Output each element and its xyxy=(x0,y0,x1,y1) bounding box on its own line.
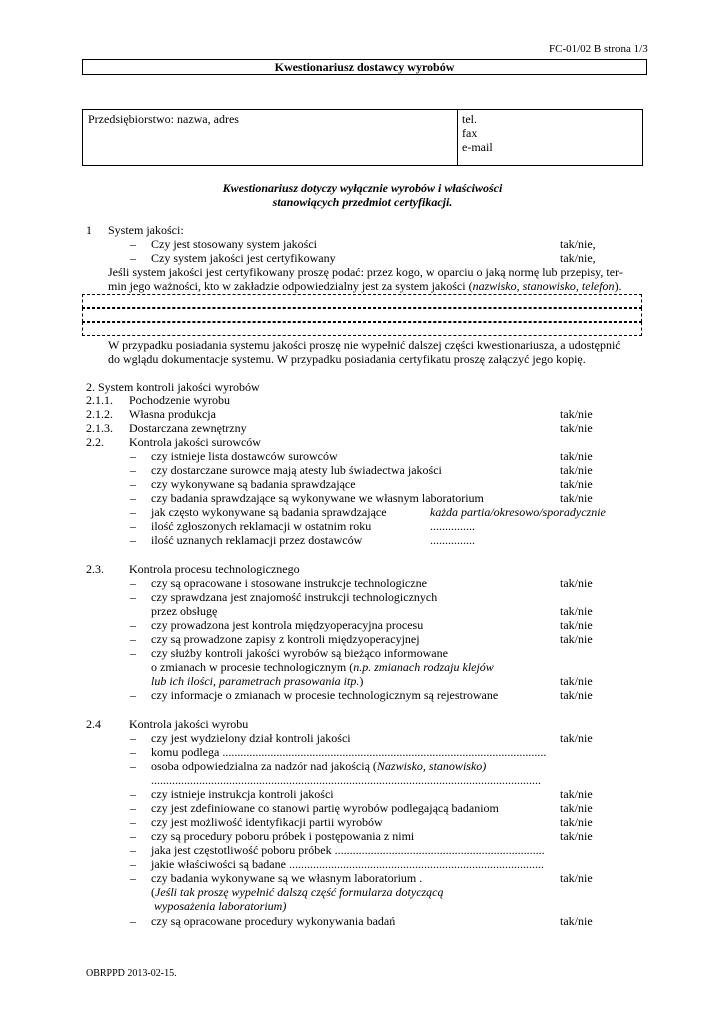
own-production-answer: tak/nie xyxy=(560,407,593,421)
note-line-1: Kwestionariusz dotyczy wyłącznie wyrobów i właściwości xyxy=(222,181,503,195)
text: ) xyxy=(359,674,364,688)
dash: – xyxy=(130,618,136,632)
list-item: czy prowadzona jest kontrola międzyoperacyjna procesu xyxy=(151,618,424,632)
dash: – xyxy=(130,787,136,801)
section-2-title: 2. System kontroli jakości wyrobów xyxy=(86,380,260,394)
dash: – xyxy=(130,857,136,871)
answer: tak/nie xyxy=(560,632,593,646)
fill-in-line-2[interactable] xyxy=(82,308,642,322)
reports-to-blank[interactable]: komu podlega ............................................................................................................ xyxy=(151,745,547,759)
dash: – xyxy=(130,491,136,505)
external-supply-answer: tak/nie xyxy=(560,421,593,435)
dash: – xyxy=(130,801,136,815)
list-item: czy informacje o zmianach w procesie technologicznym są rejestrowane xyxy=(151,688,499,702)
title-box xyxy=(82,59,647,75)
dash: – xyxy=(130,871,136,885)
answer: tak/nie xyxy=(560,688,593,702)
num-2-1-2: 2.1.2. xyxy=(86,407,113,421)
italic-text: Jeśli tak proszę wypełnić dalszą część formularza dotyczącą xyxy=(155,885,444,899)
list-item: czy wykonywane są badania sprawdzające xyxy=(151,477,356,491)
list-item: czy istnieje instrukcja kontroli jakości xyxy=(151,787,334,801)
complaints-reported-blank[interactable]: ............... xyxy=(430,519,475,533)
list-item: czy dostarczane surowce mają atesty lub świadectwa jakości xyxy=(151,463,442,477)
fill-in-line-1[interactable] xyxy=(82,294,642,308)
list-item: czy są prowadzone zapisy z kontroli międzyoperacyjnej xyxy=(151,632,420,646)
complaints-reported-question: ilość zgłoszonych reklamacji w ostatnim roku xyxy=(151,519,372,533)
dash: – xyxy=(130,590,136,604)
test-frequency-options: każda partia/okresowo/sporadycznie xyxy=(430,505,606,519)
section-1-number: 1 xyxy=(86,223,92,237)
tested-properties-blank[interactable]: jakie właściwości są badane ..................................................................................... xyxy=(151,857,544,871)
list-item: czy jest zdefiniowane co stanowi partię wyrobów podlegającą badaniom xyxy=(151,801,499,815)
answer: tak/nie xyxy=(560,731,593,745)
list-item: czy badania sprawdzające są wykonywane we własnym laboratorium xyxy=(151,491,484,505)
answer: tak/nie xyxy=(560,815,593,829)
s1-question-certified: Czy system jakości jest certyfikowany xyxy=(151,251,336,265)
dash: – xyxy=(130,519,136,533)
list-item: czy sprawdzana jest znajomość instrukcji technologicznych xyxy=(151,590,438,604)
answer: tak/nie xyxy=(560,618,593,632)
dash: – xyxy=(130,829,136,843)
answer: tak/nie xyxy=(560,576,593,590)
complaints-accepted-blank[interactable]: ............... xyxy=(430,533,475,547)
s1-answer-quality-system: tak/nie, xyxy=(560,237,596,251)
answer: tak/nie xyxy=(560,871,593,885)
responsible-person-blank[interactable]: .................................................................................................................................. xyxy=(151,773,541,787)
num-2-1-1: 2.1.1. xyxy=(86,393,113,407)
answer: tak/nie xyxy=(560,914,593,928)
dash: – xyxy=(130,533,136,547)
dash: – xyxy=(130,688,136,702)
list-item-continued: przez obsługę xyxy=(151,604,218,618)
num-2-3: 2.3. xyxy=(86,562,104,576)
lab-note-line-2: wyposażenia laboratorium) xyxy=(154,899,287,913)
process-control-title: Kontrola procesu technologicznego xyxy=(129,562,300,576)
external-supply-label: Dostarczana zewnętrzny xyxy=(129,421,247,435)
page-title: Kwestionariusz dostawcy wyrobów xyxy=(274,60,455,74)
answer: tak/nie xyxy=(560,801,593,815)
answer: tak/nie xyxy=(560,449,593,463)
dash: – xyxy=(130,576,136,590)
answer: tak/nie xyxy=(560,829,593,843)
list-item: czy są opracowane procedury wykonywania badań xyxy=(151,914,396,928)
lab-note-line-1 xyxy=(151,885,444,899)
product-control-title: Kontrola jakości wyrobu xyxy=(129,717,249,731)
italic-text: n.p. zmianach rodzaju klejów xyxy=(353,660,494,674)
responsible-person-question xyxy=(151,759,486,773)
s1-cert-instructions-line-2 xyxy=(108,279,622,293)
test-frequency-question: jak często wykonywane są badania sprawdzające xyxy=(151,505,387,519)
num-2-1-3: 2.1.3. xyxy=(86,421,113,435)
text: o zmianach w procesie technologicznym ( xyxy=(151,660,354,674)
dash: – xyxy=(130,759,136,773)
answer: tak/nie xyxy=(560,477,593,491)
footer-text: OBRPPD 2013-02-15. xyxy=(86,968,177,979)
document-reference: FC-01/02 B strona 1/3 xyxy=(549,43,648,55)
list-item: czy istnieje lista dostawców surowców xyxy=(151,449,338,463)
answer: tak/nie xyxy=(560,491,593,505)
dash: – xyxy=(130,632,136,646)
s1-answer-certified: tak/nie, xyxy=(560,251,596,265)
sampling-frequency-blank[interactable]: jaka jest częstotliwość poboru próbek ...................................................................... xyxy=(151,843,545,857)
dash: – xyxy=(130,251,136,265)
list-item: czy są procedury poboru próbek i postępowania z nimi xyxy=(151,829,415,843)
section-1-title: System jakości: xyxy=(108,223,184,237)
num-2-4: 2.4 xyxy=(86,717,101,731)
list-item-continued xyxy=(151,660,494,674)
s1-cert-text: min jego ważności, kto w zakładzie odpowiedzialny jest za system jakości ( xyxy=(108,279,473,293)
fax-label: fax xyxy=(462,126,478,140)
italic-text: Nazwisko, stanowisko) xyxy=(376,759,487,773)
list-item: czy badania wykonywane są we własnym laboratorium . xyxy=(151,871,423,885)
answer: tak/nie xyxy=(560,787,593,801)
dash: – xyxy=(130,745,136,759)
s1-after-line-1: W przypadku posiadania systemu jakości proszę nie wypełnić dalszej części kwestionariusza, a udostępnić xyxy=(108,338,621,352)
dash: – xyxy=(130,237,136,251)
dash: – xyxy=(130,815,136,829)
note-line-2: stanowiących przedmiot certyfikacji. xyxy=(272,195,453,209)
dash: – xyxy=(130,843,136,857)
list-item: czy jest możliwość identyfikacji partii wyrobów xyxy=(151,815,383,829)
raw-material-control-title: Kontrola jakości surowców xyxy=(129,435,261,449)
fill-in-line-3[interactable] xyxy=(82,322,642,336)
dash: – xyxy=(130,477,136,491)
answer: tak/nie xyxy=(560,463,593,477)
list-item: czy służby kontroli jakości wyrobów są bieżąco informowane xyxy=(151,646,448,660)
company-info-box xyxy=(82,109,643,166)
own-production-label: Własna produkcja xyxy=(129,407,216,421)
company-box-divider xyxy=(457,110,458,165)
answer: tak/nie xyxy=(560,674,593,688)
dash: – xyxy=(130,646,136,660)
origin-label: Pochodzenie wyrobu xyxy=(129,393,230,407)
list-item-continued xyxy=(151,674,363,688)
tel-label: tel. xyxy=(462,112,477,126)
list-item: czy są opracowane i stosowane instrukcje technologiczne xyxy=(151,576,427,590)
italic-text: lub ich ilości, parametrach prasowania itp. xyxy=(151,674,360,688)
s1-cert-italic: nazwisko, stanowisko, telefon xyxy=(472,279,615,293)
s1-cert-end: ). xyxy=(614,279,622,293)
text: osoba odpowiedzialna za nadzór nad jakością ( xyxy=(151,759,377,773)
s1-cert-instructions-line-1: Jeśli system jakości jest certyfikowany proszę podać: przez kogo, w oparciu o jaką normę lub przepisy, ter- xyxy=(108,265,623,279)
num-2-2: 2.2. xyxy=(86,435,104,449)
answer: tak/nie xyxy=(560,604,593,618)
dash: – xyxy=(130,914,136,928)
company-name-address-label: Przedsiębiorstwo: nazwa, adres xyxy=(88,112,239,126)
s1-question-quality-system: Czy jest stosowany system jakości xyxy=(151,237,317,251)
dash: – xyxy=(130,449,136,463)
dash: – xyxy=(130,505,136,519)
s1-after-line-2: do wglądu dokumentacje systemu. W przypadku posiadania certyfikatu proszę załączyć jego kopię. xyxy=(108,352,586,366)
dash: – xyxy=(130,731,136,745)
list-item: czy jest wydzielony dział kontroli jakości xyxy=(151,731,351,745)
dash: – xyxy=(130,463,136,477)
complaints-accepted-question: ilość uznanych reklamacji przez dostawców xyxy=(151,533,363,547)
email-label: e-mail xyxy=(462,140,493,154)
text: ( xyxy=(151,885,155,899)
